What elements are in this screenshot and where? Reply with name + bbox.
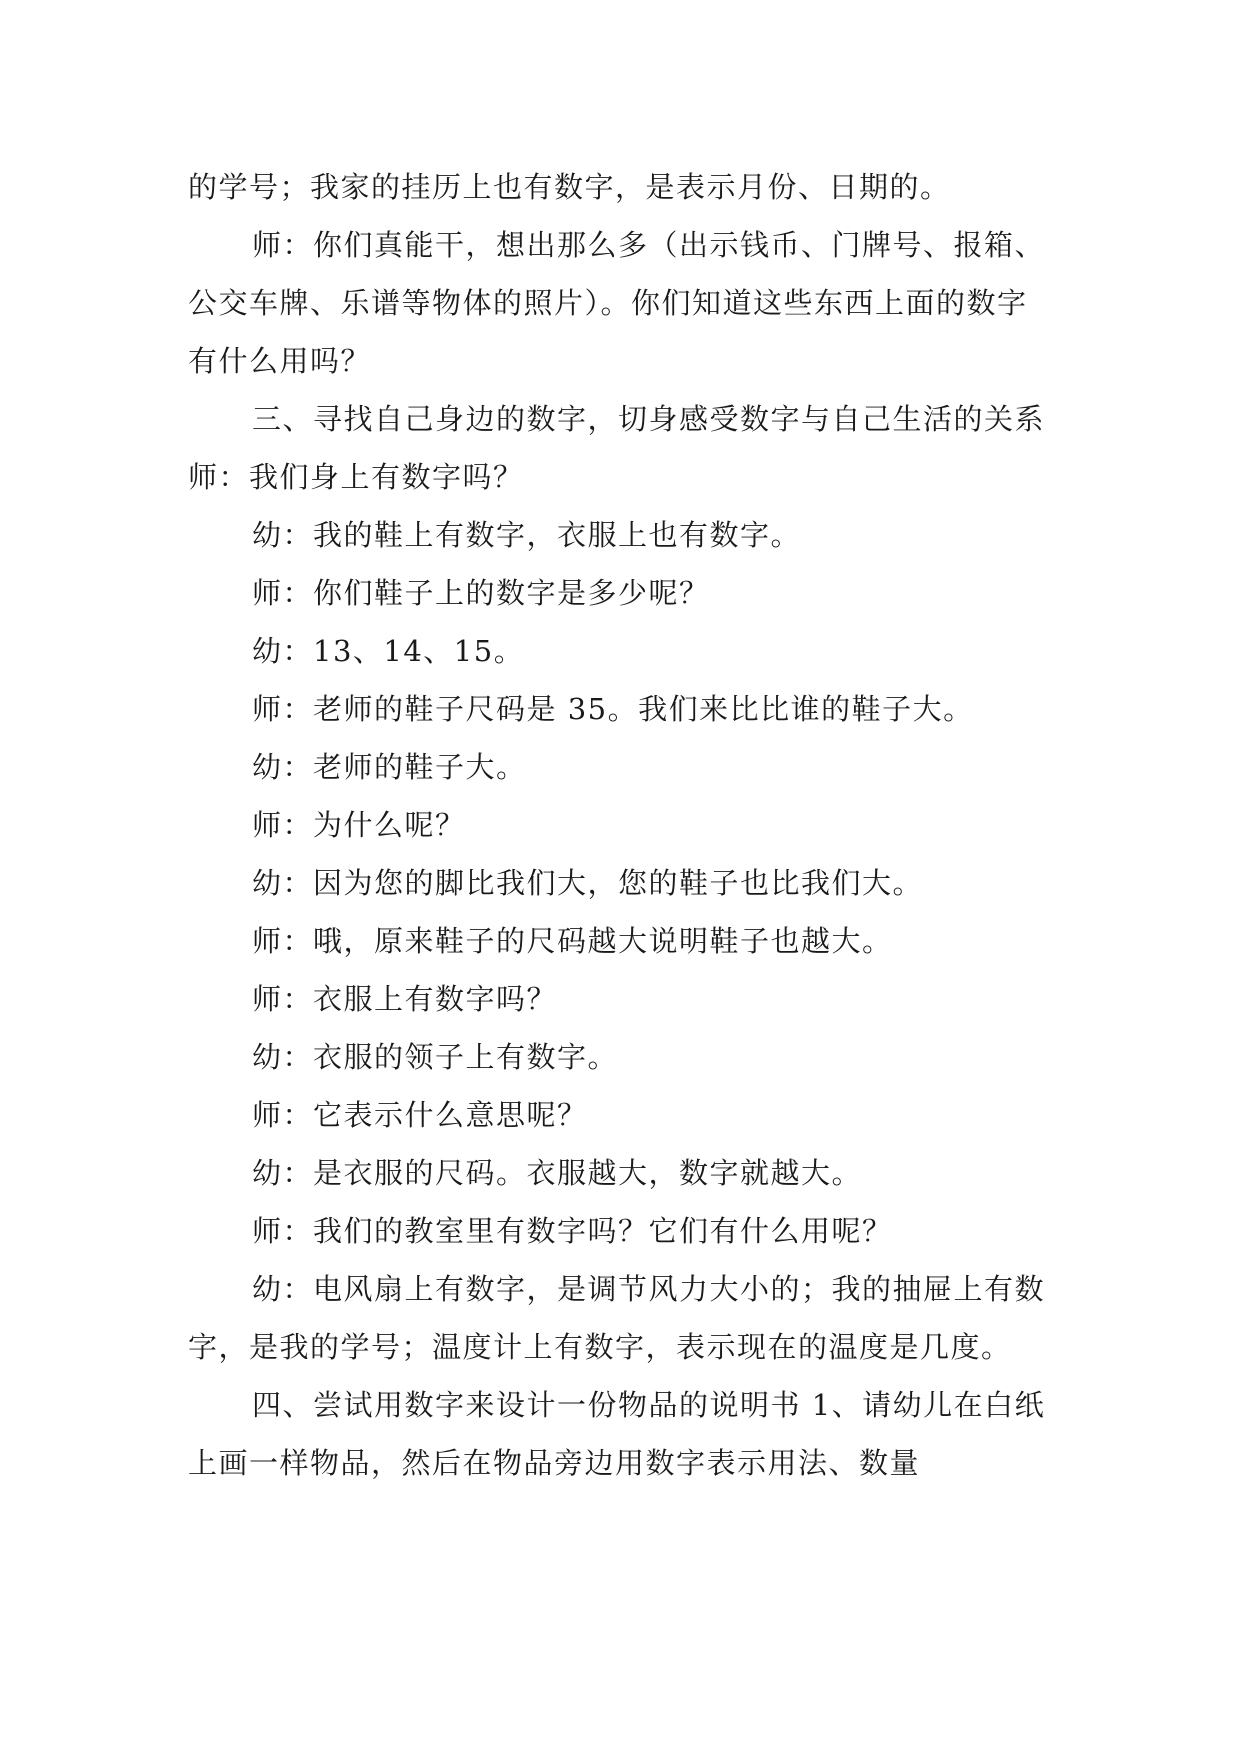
paragraph: 师：它表示什么意思呢？	[252, 1098, 588, 1132]
paragraph: 幼：老师的鞋子大。	[252, 750, 527, 784]
paragraph: 幼：电风扇上有数字，是调节风力大小的；我的抽屉上有数字，是我的学号；温度计上有数字，表示现在的温度是几度。	[188, 1272, 1046, 1364]
paragraph: 幼：13、14、15。	[252, 634, 525, 668]
paragraph: 师：哦，原来鞋子的尺码越大说明鞋子也越大。	[252, 924, 893, 958]
paragraph: 师：衣服上有数字吗？	[252, 982, 558, 1016]
paragraph: 三、寻找自己身边的数字，切身感受数字与自己生活的关系师：我们身上有数字吗？	[188, 402, 1046, 494]
paragraph: 的学号；我家的挂历上也有数字，是表示月份、日期的。	[188, 170, 951, 204]
paragraph: 师：老师的鞋子尺码是 35。我们来比比谁的鞋子大。	[252, 692, 974, 726]
paragraph: 师：你们真能干，想出那么多（出示钱币、门牌号、报箱、公交车牌、乐谱等物体的照片）。你们知道这些东西上面的数字有什么用吗？	[188, 228, 1046, 378]
paragraph: 师：为什么呢？	[252, 808, 466, 842]
paragraph: 师：你们鞋子上的数字是多少呢？	[252, 576, 710, 610]
paragraph: 幼：是衣服的尺码。衣服越大，数字就越大。	[252, 1156, 863, 1190]
paragraph: 幼：因为您的脚比我们大，您的鞋子也比我们大。	[252, 866, 924, 900]
paragraph: 四、尝试用数字来设计一份物品的说明书 1、请幼儿在白纸上画一样物品，然后在物品旁边用数字表示用法、数量	[188, 1388, 1046, 1480]
document-body	[188, 158, 1054, 1492]
paragraph: 师：我们的教室里有数字吗？它们有什么用呢？	[252, 1214, 893, 1248]
paragraph: 幼：我的鞋上有数字，衣服上也有数字。	[252, 518, 802, 552]
paragraph: 幼：衣服的领子上有数字。	[252, 1040, 619, 1074]
